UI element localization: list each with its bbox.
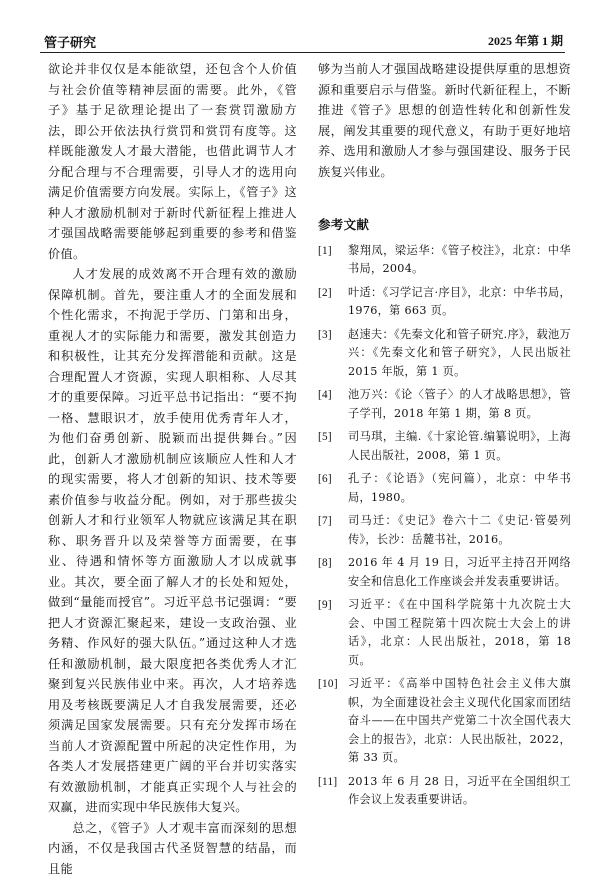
reference-number: [2]	[318, 284, 332, 303]
reference-item	[318, 675, 571, 768]
reference-text: 叶适：《习学记言·序目》，北京：中华书局，1976，第 663 页。	[348, 286, 571, 318]
reference-number: [11]	[318, 773, 337, 792]
reference-number: [8]	[318, 554, 332, 573]
reference-text: 赵速夫：《先秦文化和管子研究.序》，载池万兴：《先秦文化和管子研究》，人民出版社 2015 年版，第 1 页。	[348, 328, 571, 378]
reference-item	[318, 284, 571, 321]
reference-number: [1]	[318, 242, 332, 261]
left-column	[48, 59, 297, 879]
reference-number: [9]	[318, 596, 332, 615]
reference-item	[318, 386, 571, 423]
reference-number: [4]	[318, 386, 332, 405]
reference-item	[318, 326, 571, 382]
reference-text: 孔子：《论语》（宪问篇），北京：中华书局，1980。	[348, 472, 571, 504]
journal-name: 管子研究	[44, 32, 96, 51]
reference-item	[318, 596, 571, 670]
body-paragraph: 够为当前人才强国战略建设提供厚重的思想资源和重要启示与借鉴。新时代新征程上，不断推进《管子》思想的创造性转化和创新性发展，阐发其重要的现代意义，有助于更好地培养、选用和激励人才参与强国建设、服务于民族复兴伟业。	[318, 59, 571, 182]
reference-item	[318, 773, 571, 810]
reference-item	[318, 512, 571, 549]
reference-text: 2013 年 6 月 28 日，习近平在全国组织工作会议上发表重要讲话。	[348, 775, 571, 807]
reference-text: 黎翔凤，梁运华：《管子校注》，北京：中华书局，2004。	[348, 244, 571, 276]
reference-text: 2016 年 4 月 19 日，习近平主持召开网络安全和信息化工作座谈会并发表重要讲话。	[348, 556, 571, 588]
body-paragraph: 人才发展的成效离不开合理有效的激励保障机制。首先，要注重人才的全面发展和个性化需求，不拘泥于学历、门第和出身，重视人才的实际能力和需要，激发其创造力和积极性，让其充分发挥潜能和贡献。这是合理配置人才资源，实现人职相称、人尽其才的重要保障。习近平总书记指出：“要不拘一格、慧眼识才，放手使用优秀青年人才，为他们奋勇创新、脱颖而出提供舞台。”因此，创新人才激励机制应该顺应人性和人才的现实需要，将人才创新的知识、技术等要素价值参与收益分配。例如，对于那些拔尖创新人才和行业领军人物就应该满足其在职称、职务晋升以及荣誉等方面需要，在事业、待遇和情怀等方面激励人才以成就事业。其次，要全面了解人才的长处和短处，做到“量能而授官”。习近平总书记强调：“要把人才资源汇聚起来，建设一支政治强、业务精、作风好的强大队伍。”通过这种人才选任和激励机制，最大限度把各类优秀人才汇聚到复兴民族伟业中来。再次，人才培养选用及考核既要满足人才自我发展需要，还必须满足国家发展需要。只有充分发挥市场在当前人才资源配置中所起的决定性作用，为各类人才发展搭建更广阔的平台并切实落实有效激励机制，才能真正实现个人与社会的双赢，进而实现中华民族伟大复兴。	[48, 264, 297, 818]
body-paragraph: 总之，《管子》人才观丰富而深刻的思想内涵，不仅是我国古代圣贤智慧的结晶，而且能	[48, 818, 297, 879]
body-paragraph: 欲论并非仅仅是本能欲望，还包含个人价值与社会价值等精神层面的需要。此外，《管子》基于足欲理论提出了一套赏罚激励方法，即公开依法执行赏罚和赏罚有度等。这样既能激发人才最大潜能，也借此调节人才分配合理与不合理需要，引导人才的选用向满足价值需要方向发展。实际上，《管子》这种人才激励机制对于新时代新征程上推进人才强国战略需要能够起到重要的参考和借鉴价值。	[48, 59, 297, 264]
reference-text: 司马琪，主编.《十家论管.编纂说明》，上海人民出版社，2008，第 1 页。	[348, 430, 571, 462]
reference-list	[318, 242, 571, 810]
right-column	[318, 59, 571, 815]
running-header	[40, 30, 565, 53]
reference-item	[318, 428, 571, 465]
reference-number: [3]	[318, 326, 332, 345]
reference-text: 习近平：《高举中国特色社会主义伟大旗帜，为全面建设社会主义现代化国家而团结奋斗——在中国共产党第二十次全国代表大会上的报告》，北京：人民出版社，2022，第 33 页。	[348, 677, 571, 764]
reference-text: 司马迁：《史记》卷六十二《史记·管晏列传》，长沙：岳麓书社，2016。	[348, 514, 571, 546]
reference-text: 习近平：《在中国科学院第十九次院士大会、中国工程院第十四次院士大会上的讲话》，北京：人民出版社，2018，第 18 页。	[348, 598, 571, 667]
reference-item	[318, 470, 571, 507]
reference-number: [5]	[318, 428, 332, 447]
issue-label: 2025 年第 1 期	[488, 32, 563, 49]
reference-number: [7]	[318, 512, 332, 531]
reference-item	[318, 242, 571, 279]
reference-number: [6]	[318, 470, 332, 489]
reference-text: 池万兴：《论〈管子〉的人才战略思想》，管子学刊，2018 年第 1 期，第 8 页。	[348, 388, 571, 420]
reference-item	[318, 554, 571, 591]
reference-number: [10]	[318, 675, 338, 694]
references-title: 参考文献	[318, 215, 571, 236]
